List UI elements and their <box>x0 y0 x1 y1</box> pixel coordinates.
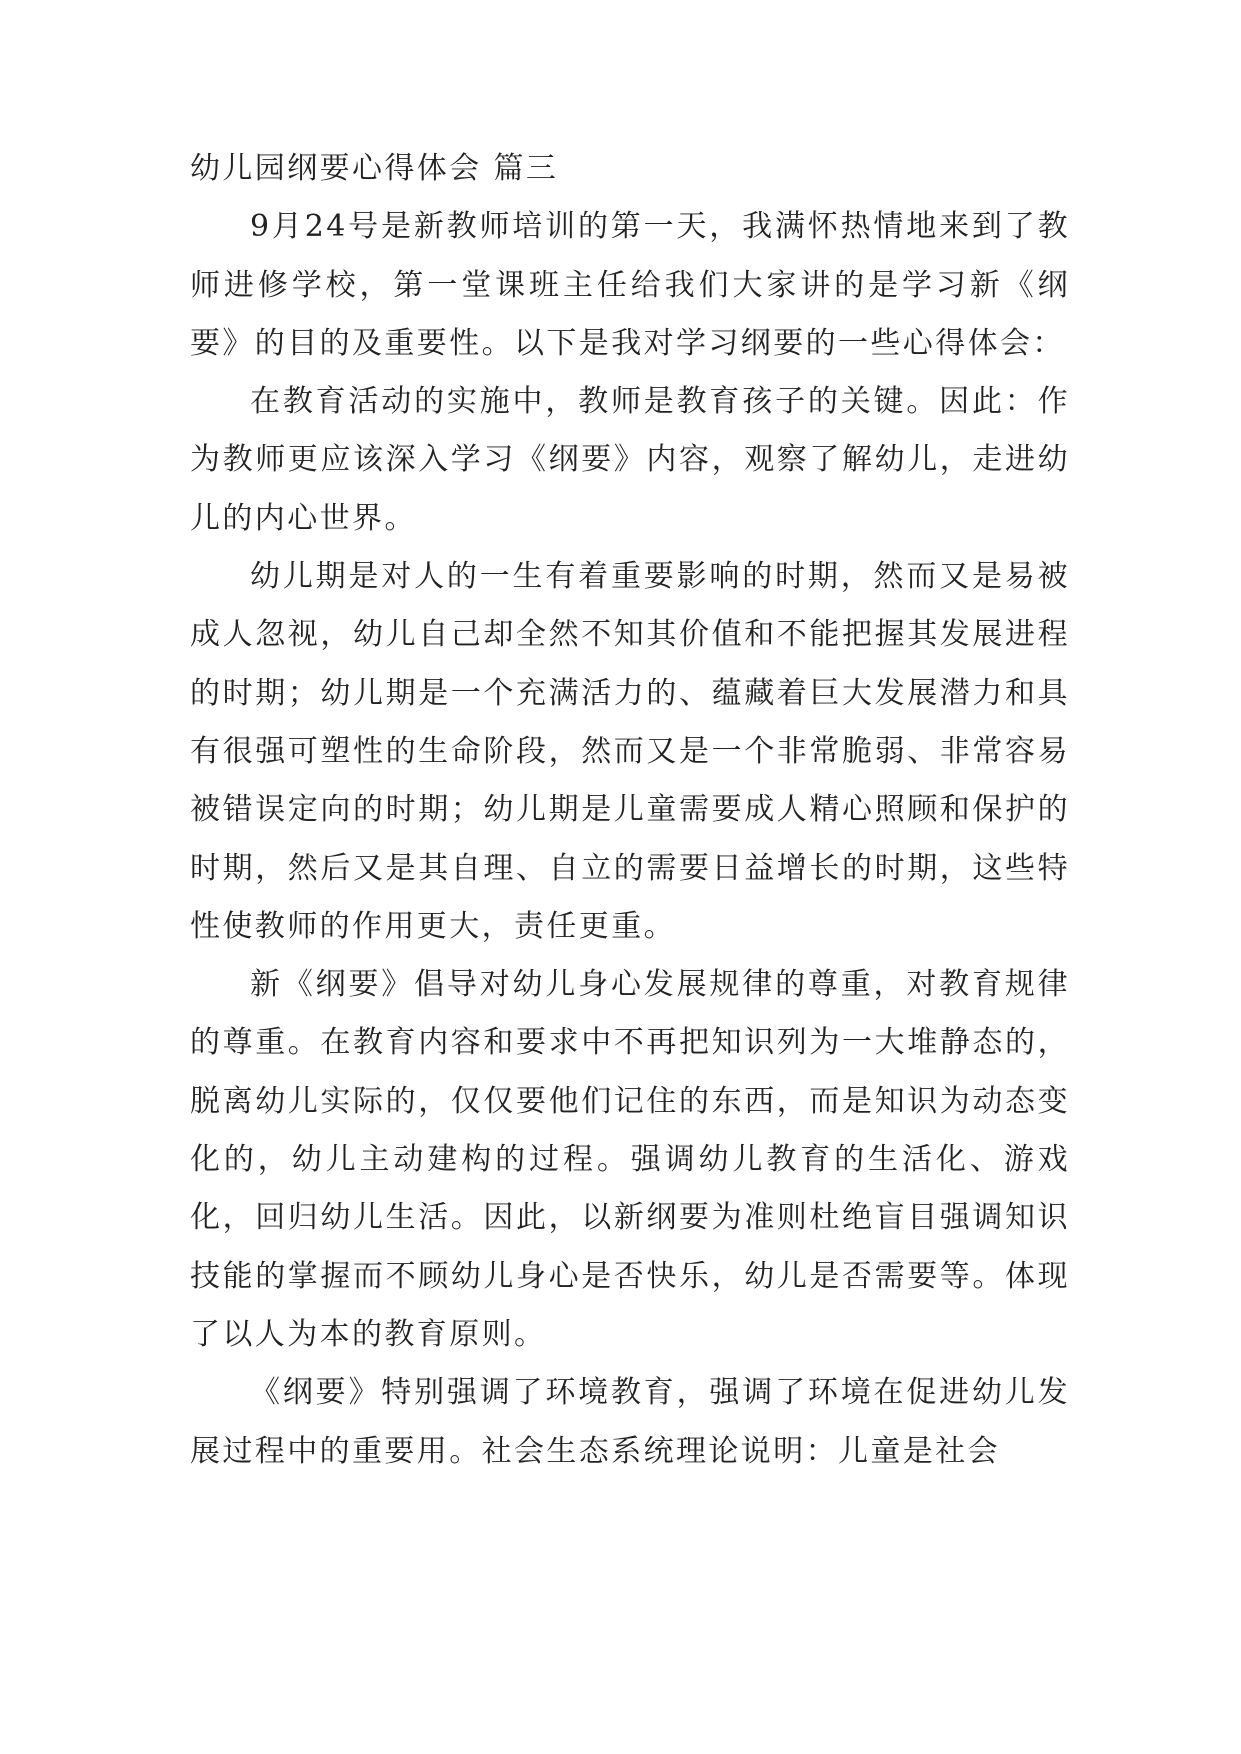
paragraph-1: 9月24号是新教师培训的第一天，我满怀热情地来到了教师进修学校，第一堂课班主任给我们大家讲的是学习新《纲要》的目的及重要性。以下是我对学习纲要的一些心得体会： <box>190 209 1070 361</box>
paragraph-5: 《纲要》特别强调了环境教育，强调了环境在促进幼儿发展过程中的重要用。社会生态系统理论说明：儿童是社会 <box>190 1375 1070 1469</box>
paragraph-2: 在教育活动的实施中，教师是教育孩子的关键。因此：作为教师更应该深入学习《纲要》内容，观察了解幼儿，走进幼儿的内心世界。 <box>190 384 1070 536</box>
paragraph-3: 幼儿期是对人的一生有着重要影响的时期，然而又是易被成人忽视，幼儿自己却全然不知其价值和不能把握其发展进程的时期；幼儿期是一个充满活力的、蕴藏着巨大发展潜力和具有很强可塑性的生命阶段，然而又是一个非常脆弱、非常容易被错误定向的时期；幼儿期是儿童需要成人精心照顾和保护的时期，然后又是其自理、自立的需要日益增长的时期，这些特性使教师的作用更大，责任更重。 <box>190 559 1070 944</box>
document-title: 幼儿园纲要心得体会 篇三 <box>190 151 559 186</box>
paragraph-4: 新《纲要》倡导对幼儿身心发展规律的尊重，对教育规律的尊重。在教育内容和要求中不再把知识列为一大堆静态的，脱离幼儿实际的，仅仅要他们记住的东西，而是知识为动态变化的，幼儿主动建构的过程。强调幼儿教育的生活化、游戏化，回归幼儿生活。因此，以新纲要为准则杜绝盲目强调知识技能的掌握而不顾幼儿身心是否快乐，幼儿是否需要等。体现了以人为本的教育原则。 <box>190 967 1070 1352</box>
document-body <box>190 140 1070 1481</box>
